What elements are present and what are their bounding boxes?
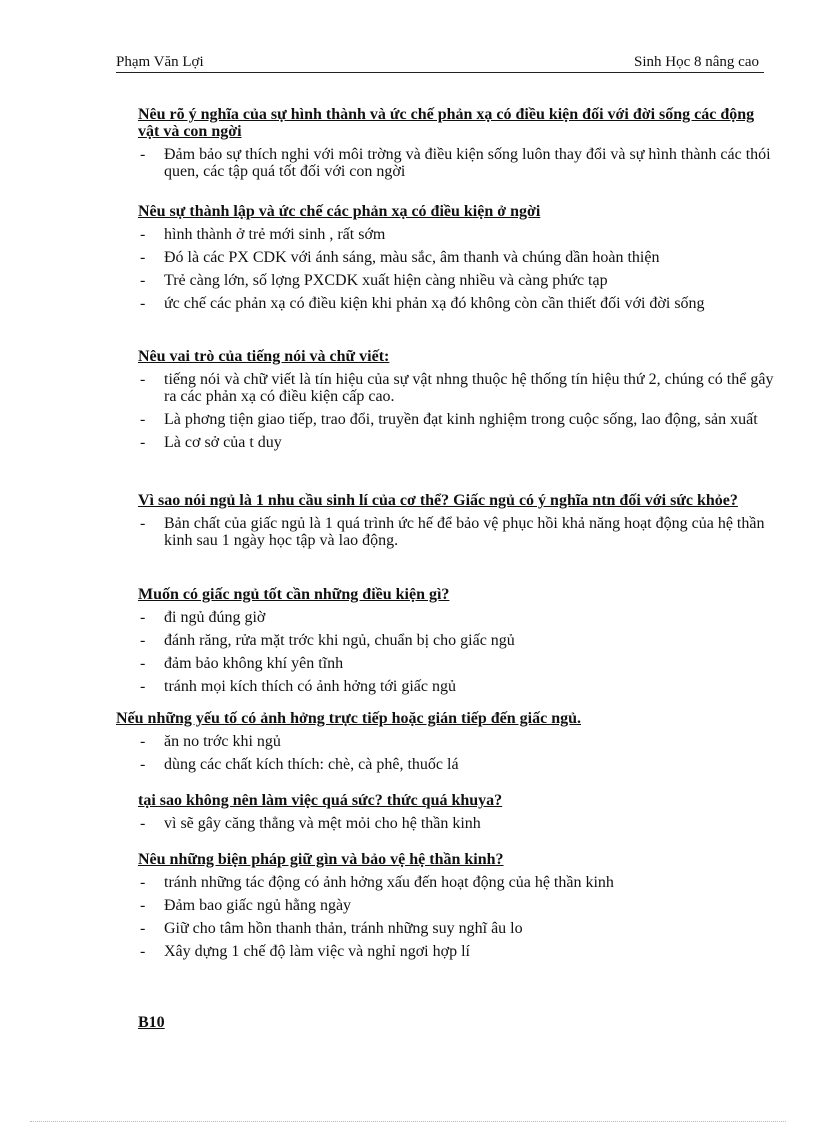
bullet-dash: - xyxy=(140,874,146,891)
list-item: - vì sẽ gây căng thẳng và mệt mỏi cho hệ thần kinh xyxy=(140,815,481,832)
list-item: - Là cơ sở của t duy xyxy=(140,434,282,451)
list-item: - ăn no trớc khi ngủ xyxy=(140,733,281,750)
bullet-dash: - xyxy=(140,515,146,532)
list-item: - Là phơng tiện giao tiếp, trao đổi, truyền đạt kinh nghiệm trong cuộc sống, lao động, sản xuất xyxy=(140,411,758,428)
bullet-dash: - xyxy=(140,678,146,695)
bullet-dash: - xyxy=(140,756,146,773)
bullet-dash: - xyxy=(140,943,146,960)
list-item: - tránh mọi kích thích có ảnh hởng tới giấc ngủ xyxy=(140,678,456,695)
question-heading: Vì sao nói ngủ là 1 nhu cầu sinh lí của cơ thể? Giấc ngủ có ý nghĩa ntn đối với sức khỏe? xyxy=(138,492,738,509)
section-3 xyxy=(138,348,778,457)
list-item: - tiếng nói và chữ viết là tín hiệu của sự vật nhng thuộc hệ thống tín hiệu thứ 2, chúng có thể gây ra các phản xạ có điều kiện cấp cao. xyxy=(140,371,774,405)
bullet-dash: - xyxy=(140,609,146,626)
bullet-dash: - xyxy=(140,655,146,672)
question-heading: Muốn có giấc ngủ tốt cần những điều kiện gì? xyxy=(138,586,450,603)
list-item: - Đó là các PX CDK với ánh sáng, màu sắc, âm thanh và chúng dần hoàn thiện xyxy=(140,249,660,266)
list-item: - Xây dựng 1 chế độ làm việc và nghỉ ngơi hợp lí xyxy=(140,943,470,960)
question-heading: Nêu sự thành lập và ức chế các phản xạ có điều kiện ở ngời xyxy=(138,203,541,220)
list-item: - Đảm bảo sự thích nghi với môi trờng và điều kiện sống luôn thay đổi và sự hình thành các thói quen, các tập quá tốt đối với con ngời xyxy=(140,146,771,180)
bullet-dash: - xyxy=(140,434,146,451)
question-heading: Nêu những biện pháp giữ gìn và bảo vệ hệ thần kinh? xyxy=(138,851,504,868)
list-item: - Đảm bao giấc ngủ hằng ngày xyxy=(140,897,352,914)
section-4 xyxy=(138,492,778,555)
section-5 xyxy=(138,586,778,701)
bullet-dash: - xyxy=(140,249,146,266)
section-6 xyxy=(116,710,778,779)
bullet-dash: - xyxy=(140,226,146,243)
list-item: - dùng các chất kích thích: chè, cà phê, thuốc lá xyxy=(140,756,459,773)
section-8 xyxy=(138,851,778,966)
section-label-b10: B10 xyxy=(138,1014,165,1031)
bullet-dash: - xyxy=(140,146,146,163)
bullet-dash: - xyxy=(140,632,146,649)
section-1 xyxy=(138,106,778,186)
bullet-dash: - xyxy=(140,371,146,388)
question-heading: Nêu rõ ý nghĩa của sự hình thành và ức chế phản xạ có điều kiện đối với đời sống các động vật và con ngời xyxy=(138,106,755,140)
section-2 xyxy=(138,203,778,318)
subject-title: Sinh Học 8 nâng cao xyxy=(634,54,759,70)
list-item: - hình thành ở trẻ mới sinh , rất sớm xyxy=(140,226,386,243)
bullet-dash: - xyxy=(140,897,146,914)
question-heading: Nếu những yếu tố có ảnh hởng trực tiếp hoặc gián tiếp đến giấc ngủ. xyxy=(116,710,581,727)
bullet-dash: - xyxy=(140,295,146,312)
list-item: - Trẻ càng lớn, số lợng PXCDK xuất hiện càng nhiều và càng phức tạp xyxy=(140,272,608,289)
bullet-dash: - xyxy=(140,815,146,832)
page-bottom-divider xyxy=(30,1121,786,1122)
list-item: - ức chế các phản xạ có điều kiện khi phản xạ đó không còn cần thiết đối với đời sống xyxy=(140,295,705,312)
bullet-dash: - xyxy=(140,411,146,428)
author-name: Phạm Văn Lợi xyxy=(116,54,204,70)
bullet-dash: - xyxy=(140,733,146,750)
list-item: - đánh răng, rửa mặt trớc khi ngủ, chuẩn bị cho giấc ngủ xyxy=(140,632,515,649)
list-item: - tránh những tác động có ảnh hởng xấu đến hoạt động của hệ thần kinh xyxy=(140,874,614,891)
list-item: - đi ngủ đúng giờ xyxy=(140,609,266,626)
list-item: - đảm bảo không khí yên tĩnh xyxy=(140,655,344,672)
bullet-dash: - xyxy=(140,920,146,937)
bullet-dash: - xyxy=(140,272,146,289)
section-7 xyxy=(138,792,778,838)
question-heading: tại sao không nên làm việc quá sức? thức quá khuya? xyxy=(138,792,503,809)
list-item: - Giữ cho tâm hồn thanh thản, tránh những suy nghĩ âu lo xyxy=(140,920,523,937)
page-header xyxy=(116,52,764,73)
list-item: - Bản chất của giấc ngủ là 1 quá trình ức hế để bảo vệ phục hồi khả năng hoạt động của hệ thần kinh sau 1 ngày học tập và lao động. xyxy=(140,515,765,549)
question-heading: Nêu vai trò của tiếng nói và chữ viết: xyxy=(138,348,390,365)
